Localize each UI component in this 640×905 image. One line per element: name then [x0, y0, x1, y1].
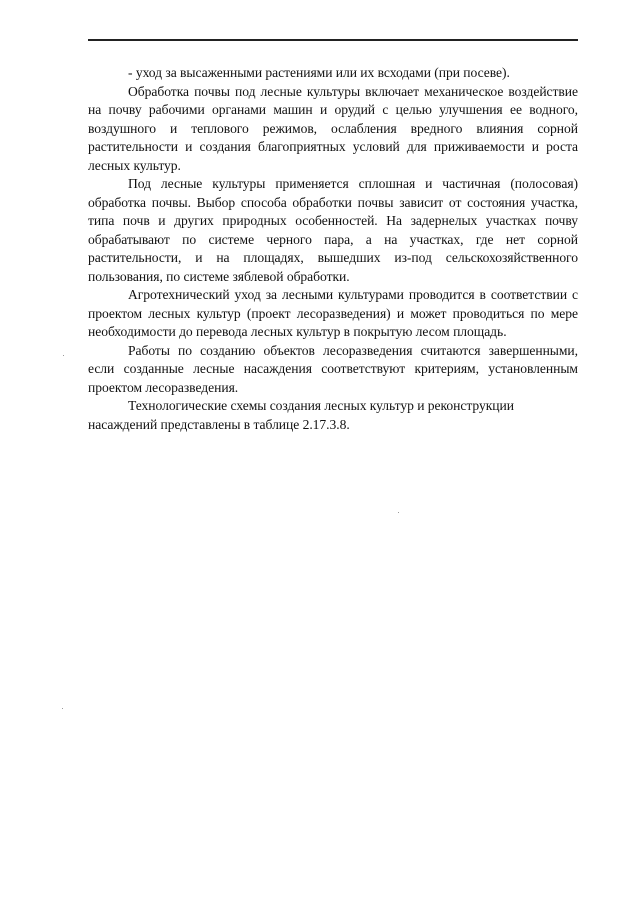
- document-body: [88, 64, 578, 434]
- paragraph-soil-treatment: Обработка почвы под лесные культуры включает механическое воздействие на почву рабочими органами машин и орудий с целью улучшения ее водного, воздушного и теплового режимов, ослабления вредного влияния сорной растительности и создания благоприятных условий для приживаемости и роста лесных культур.: [88, 83, 578, 173]
- paragraph-technological-schemes: Технологические схемы создания лесных культур и реконструкции насаждений представлены в таблице 2.17.3.8.: [88, 398, 514, 432]
- scan-speck: [63, 355, 64, 356]
- paragraph-care-item: - уход за высаженными растениями или их всходами (при посеве).: [128, 65, 510, 80]
- paragraph-completion-criteria: Работы по созданию объектов лесоразведения считаются завершенными, если созданные лесные насаждения соответствуют критериям, установленным проектом лесоразведения.: [88, 342, 578, 395]
- scan-speck: [62, 708, 63, 709]
- scan-speck: [398, 512, 399, 513]
- paragraph-treatment-methods: Под лесные культуры применяется сплошная и частичная (полосовая) обработка почвы. Выбор способа обработки почвы зависит от состояния участка, типа почв и других природных особенностей. На задернелых участках почву обрабатывают по системе черного пара, а на участках, где нет сорной растительности, и на площадях, вышедших из-под сельскохозяйственного пользования, по системе зяблевой обработки.: [88, 176, 578, 284]
- header-rule: [88, 39, 578, 41]
- paragraph-agrotechnical-care: Агротехнический уход за лесными культурами проводится в соответствии с проектом лесных культур (проект лесоразведения) и может проводиться по мере необходимости до перевода лесных культур в покрытую лесом площадь.: [88, 287, 578, 339]
